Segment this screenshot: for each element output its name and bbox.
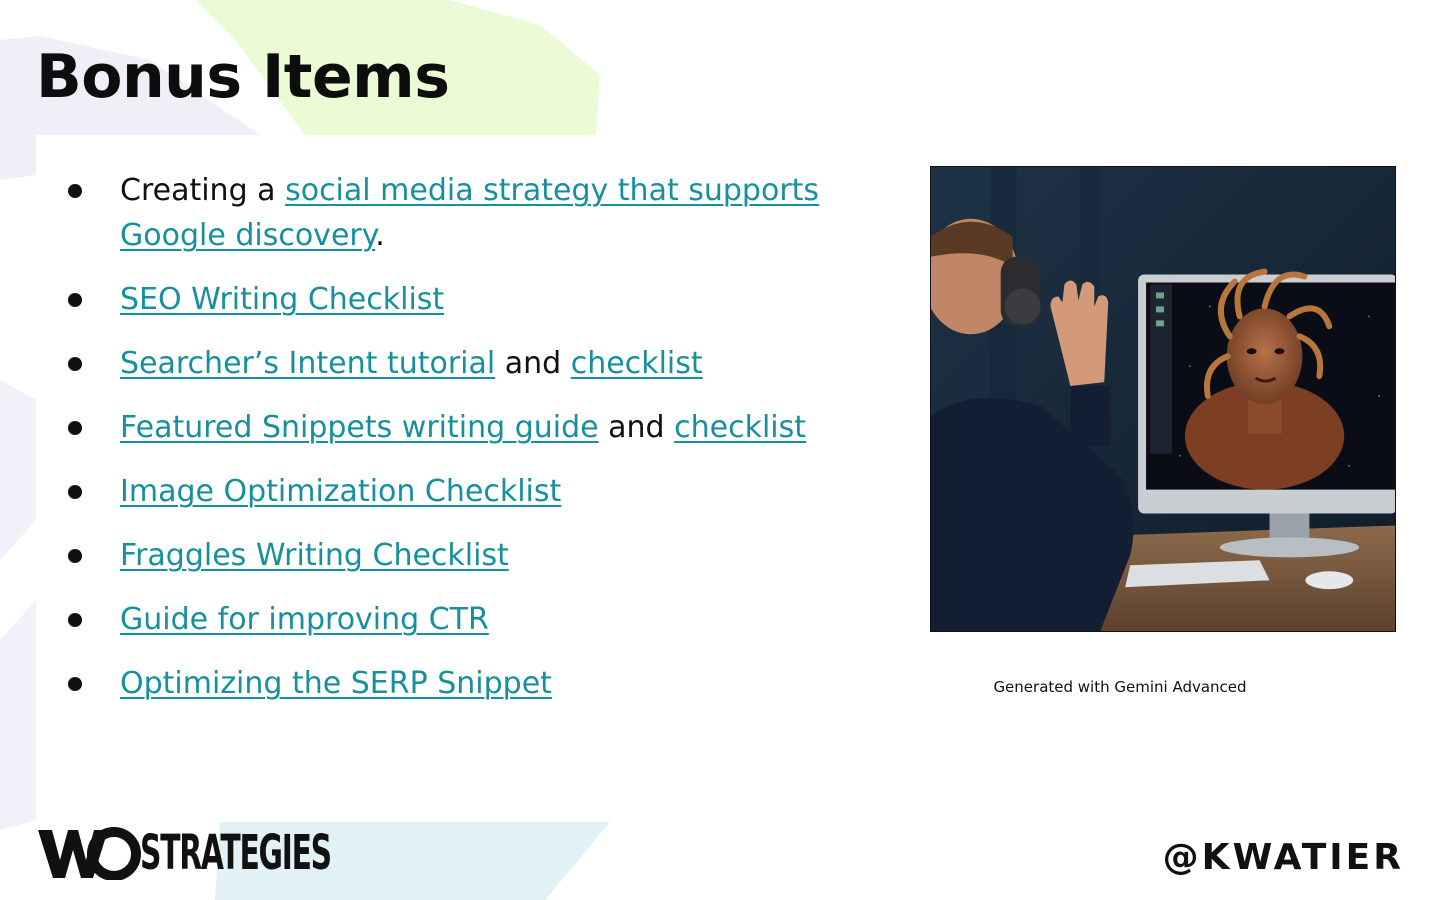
bullet-link[interactable]: social media strategy that supports Google discovery (120, 173, 820, 253)
bullet-link[interactable]: SEO Writing Checklist (120, 282, 445, 317)
bullet-dot-icon (68, 293, 82, 307)
bullet-item (60, 533, 850, 578)
bullet-text: . (375, 218, 385, 253)
bullet-item (60, 341, 850, 386)
bullet-dot-icon (68, 485, 82, 499)
bullet-item (60, 405, 850, 450)
logo-wordmark: STRATEGIES (140, 825, 331, 881)
bullet-list (60, 168, 850, 725)
bullet-link[interactable]: Optimizing the SERP Snippet (120, 666, 552, 701)
bullet-link[interactable]: Image Optimization Checklist (120, 474, 562, 509)
bullet-item (60, 661, 850, 706)
bullet-link[interactable]: Featured Snippets writing guide (120, 410, 599, 445)
bullet-dot-icon (68, 677, 82, 691)
bullet-link[interactable]: checklist (674, 410, 807, 445)
bullet-dot-icon (68, 613, 82, 627)
image-caption: Generated with Gemini Advanced (993, 678, 1247, 696)
bullet-link[interactable]: checklist (570, 346, 703, 381)
bullet-item (60, 469, 850, 514)
bullet-item (60, 168, 850, 258)
bullet-link[interactable]: Searcher’s Intent tutorial (120, 346, 496, 381)
slide-title: Bonus Items (36, 42, 450, 112)
bullet-text: and (495, 346, 571, 381)
bullet-link[interactable]: Guide for improving CTR (120, 602, 489, 637)
man-high-five-screen-illustration (931, 167, 1395, 631)
bullet-dot-icon (68, 184, 82, 198)
bullet-dot-icon (68, 421, 82, 435)
twitter-handle: @KWATIER (1162, 837, 1404, 878)
generated-image (930, 166, 1396, 632)
bullet-item (60, 277, 850, 322)
bullet-text: and (598, 410, 675, 445)
bullet-item (60, 597, 850, 642)
bullet-link[interactable]: Fraggles Writing Checklist (120, 538, 509, 573)
bullet-dot-icon (68, 549, 82, 563)
bullet-dot-icon (68, 357, 82, 371)
bullet-text: Creating a (120, 173, 286, 208)
